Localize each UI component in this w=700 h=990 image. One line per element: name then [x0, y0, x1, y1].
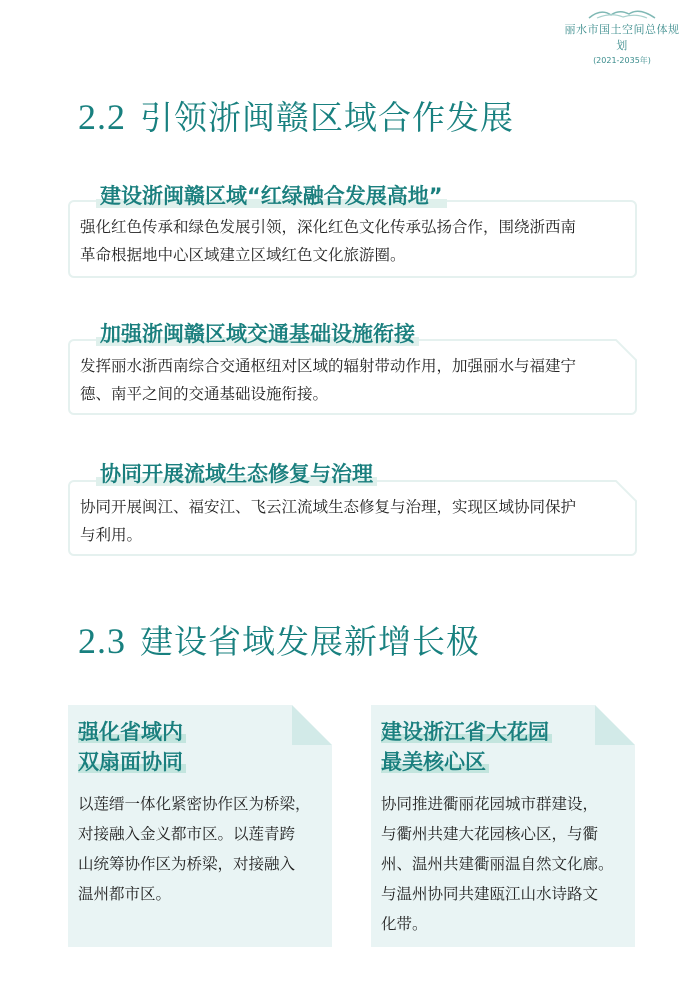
section-title-text: 引领浙闽赣区域合作发展: [140, 98, 514, 137]
subheading: 协同开展流域生态修复与治理: [96, 458, 377, 488]
logo-title: 丽水市国土空间总体规划: [564, 23, 680, 52]
text-line: 对接融入金义都市区。以莲青跨: [78, 825, 296, 843]
box-text: [80, 213, 625, 269]
info-box: [68, 480, 637, 556]
text-line: 州、温州共建衢丽温自然文化廊。: [381, 855, 614, 873]
text-line: 德、南平之间的交通基础设施衔接。: [80, 385, 329, 403]
section-title-text: 建设省域发展新增长极: [140, 622, 480, 661]
section-number: 2.2: [78, 97, 126, 137]
text-line: 协同推进衢丽花园城市群建设，: [381, 795, 599, 813]
text-line: 以莲缙一体化紧密协作区为桥梁，: [78, 795, 311, 813]
mountain-logo-icon: [587, 6, 657, 20]
subheading: 建设浙闽赣区域“红绿融合发展高地”: [96, 180, 447, 210]
text-line: 与利用。: [80, 526, 143, 544]
text-line: 协同开展闽江、福安江、飞云江流域生态修复与治理，实现区域协同保护: [80, 498, 577, 516]
text-line: 革命根据地中心区域建立区域红色文化旅游圈。: [80, 246, 406, 264]
info-box: [68, 339, 637, 415]
card-title-line: 最美核心区: [381, 747, 489, 777]
card-title-line: 双扇面协同: [78, 747, 186, 777]
info-box: [68, 200, 637, 278]
text-line: 强化红色传承和绿色发展引领，深化红色文化传承弘扬合作，围绕浙西南: [80, 218, 577, 236]
plan-logo: [562, 6, 682, 66]
box-text: [80, 493, 625, 549]
text-line: 化带。: [381, 915, 428, 933]
corner-fold-icon: [292, 705, 332, 745]
box-text: [80, 352, 625, 408]
corner-fold-icon: [595, 705, 635, 745]
card-title: [381, 717, 552, 777]
section-title-2-2: [78, 92, 514, 139]
logo-years: (2021-2035年): [593, 56, 651, 65]
text-line: 与温州协同共建瓯江山水诗路文: [381, 885, 599, 903]
card-title-line: 强化省域内: [78, 717, 186, 747]
text-line: 温州都市区。: [78, 885, 172, 903]
card-title: [78, 717, 186, 777]
info-card: [68, 705, 332, 947]
text-line: 发挥丽水浙西南综合交通枢纽对区域的辐射带动作用，加强丽水与福建宁: [80, 357, 577, 375]
info-card: [371, 705, 635, 947]
section-title-2-3: [78, 616, 480, 663]
section-number: 2.3: [78, 621, 126, 661]
card-body: [78, 789, 320, 909]
card-title-line: 建设浙江省大花园: [381, 717, 552, 747]
subheading: 加强浙闽赣区域交通基础设施衔接: [96, 318, 419, 348]
text-line: 与衢州共建大花园核心区，与衢: [381, 825, 599, 843]
card-body: [381, 789, 623, 939]
text-line: 山统筹协作区为桥梁，对接融入: [78, 855, 296, 873]
